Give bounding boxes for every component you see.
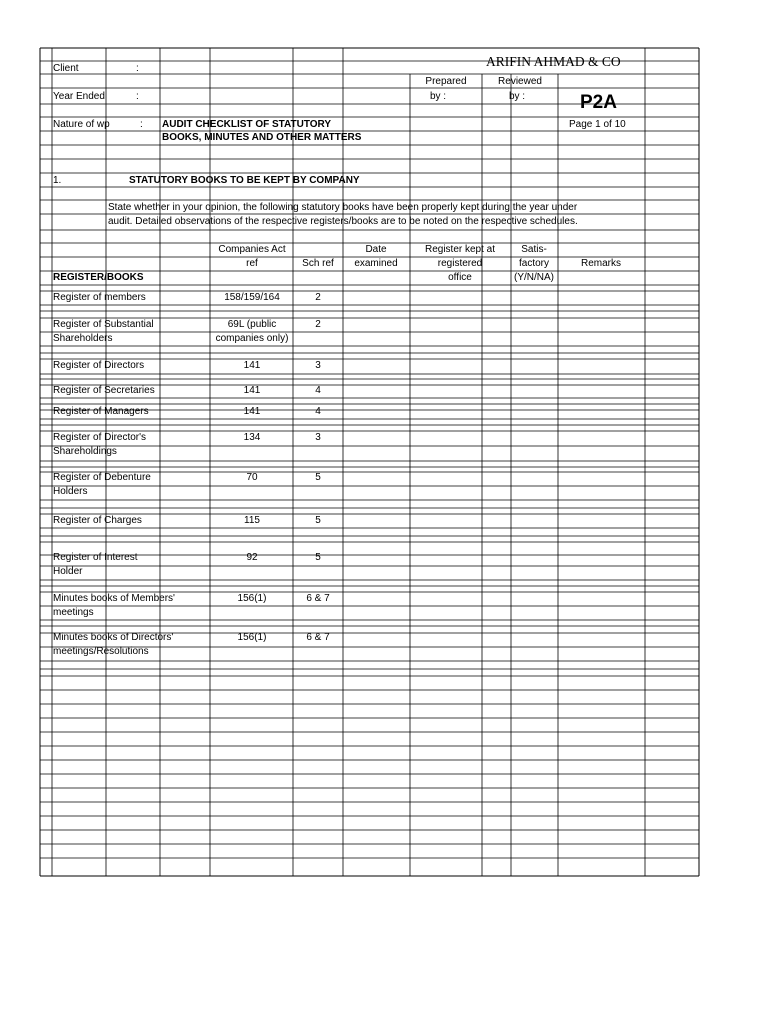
register-name: Minutes books of Directors' [53, 632, 174, 643]
col-satisfactory-line1: Satis- [521, 244, 547, 255]
client-label: Client [53, 63, 79, 74]
register-name: Register of Charges [53, 515, 142, 526]
section-number: 1. [53, 175, 62, 186]
col-date-line1: Date [365, 244, 387, 255]
schedule-ref: 4 [315, 406, 321, 417]
register-name: Shareholders [53, 333, 113, 344]
schedule-ref: 3 [315, 360, 321, 371]
schedule-ref: 5 [315, 472, 321, 483]
schedule-ref: 6 & 7 [306, 632, 330, 643]
register-name: meetings [53, 607, 94, 618]
checklist-title-line1: AUDIT CHECKLIST OF STATUTORY [162, 119, 332, 130]
year-ended-colon: : [136, 91, 139, 102]
register-name: Register of Directors [53, 360, 145, 371]
col-register-kept-line3: office [448, 272, 472, 283]
companies-act-ref: 115 [244, 515, 260, 526]
col-register-kept-line1: Register kept at [424, 244, 496, 255]
register-name: Register of Debenture [53, 472, 151, 483]
schedule-ref: 4 [315, 385, 321, 396]
companies-act-ref: 156(1) [237, 632, 267, 643]
nature-of-wp-label: Nature of wp [53, 119, 110, 130]
col-register-kept-line2: registered [437, 258, 483, 269]
register-name: meetings/Resolutions [53, 646, 149, 657]
register-name: Register of Interest [53, 552, 138, 563]
year-ended-label: Year Ended [53, 91, 105, 102]
schedule-ref: 6 & 7 [306, 593, 330, 604]
register-name: Holders [53, 486, 88, 497]
schedule-ref: 5 [315, 552, 321, 563]
register-name: Register of members [53, 292, 146, 303]
register-name: Register of Substantial [53, 319, 154, 330]
companies-act-ref: 69L (public [227, 319, 277, 330]
reviewed-by-label: by : [508, 91, 526, 102]
col-remarks: Remarks [580, 258, 621, 269]
companies-act-ref: 92 [246, 552, 258, 563]
nature-of-wp-colon: : [140, 119, 143, 130]
client-colon: : [136, 63, 139, 74]
instruction-line2: audit. Detailed observations of the respective registers/books are to be noted on the respective schedules. [108, 216, 578, 227]
companies-act-ref: 156(1) [237, 593, 267, 604]
schedule-ref: 3 [315, 432, 321, 443]
reviewed-label: Reviewed [498, 76, 542, 87]
prepared-label: Prepared [425, 76, 467, 87]
prepared-by-label: by : [429, 91, 447, 102]
section-heading: STATUTORY BOOKS TO BE KEPT BY COMPANY [129, 175, 360, 186]
register-name: Minutes books of Members' [53, 593, 175, 604]
register-name: Shareholdings [53, 446, 117, 457]
col-act-ref-line2: ref [246, 258, 258, 269]
col-act-ref-line1: Companies Act [218, 244, 286, 255]
page-number: Page 1 of 10 [569, 119, 626, 130]
companies-act-ref: 134 [243, 432, 261, 443]
firm-name: ARIFIN AHMAD & CO [486, 54, 621, 69]
companies-act-ref: 141 [243, 360, 261, 371]
schedule-ref: 2 [315, 292, 321, 303]
register-name: Register of Managers [53, 406, 149, 417]
register-name: Holder [53, 566, 83, 577]
col-satisfactory-line3: (Y/N/NA) [514, 272, 554, 283]
companies-act-ref: 70 [246, 472, 258, 483]
companies-act-ref: companies only) [215, 333, 289, 344]
companies-act-ref: 141 [243, 385, 261, 396]
companies-act-ref: 158/159/164 [224, 292, 280, 303]
register-name: Register of Secretaries [53, 385, 155, 396]
col-satisfactory-line2: factory [518, 258, 549, 269]
companies-act-ref: 141 [243, 406, 261, 417]
schedule-ref: 5 [315, 515, 321, 526]
checklist-title-line2: BOOKS, MINUTES AND OTHER MATTERS [162, 132, 362, 143]
register-name: Register of Director's [53, 432, 147, 443]
register-books-header: REGISTER/BOOKS [53, 272, 144, 283]
col-sch-ref: Sch ref [302, 258, 334, 269]
working-paper-reference: P2A [580, 92, 617, 113]
col-date-line2: examined [354, 258, 398, 269]
instruction-line1: State whether in your opinion, the following statutory books have been properly kept during the year under [108, 202, 578, 213]
schedule-ref: 2 [315, 319, 321, 330]
